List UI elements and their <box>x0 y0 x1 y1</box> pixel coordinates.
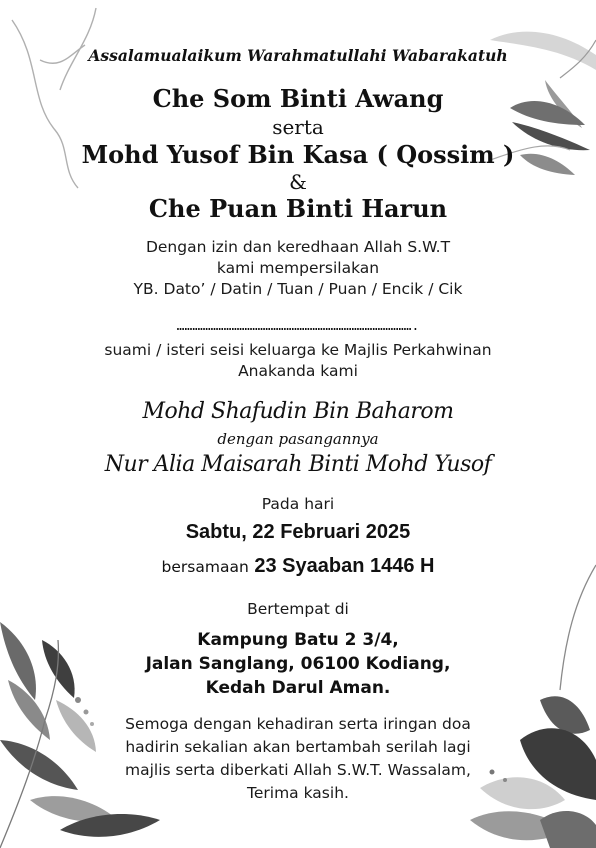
venue-line-1: Kampung Batu 2 3/4, <box>197 630 399 650</box>
venue-line-2: Jalan Sanglang, 06100 Kodiang, <box>145 654 451 674</box>
guest-name-blank: ………………………………………………………………………………. <box>176 319 420 334</box>
bride-name: Nur Alia Maisarah Binti Mohd Yusof <box>104 452 492 477</box>
invitation-titles: YB. Dato’ / Datin / Tuan / Puan / Encik / Cik <box>133 280 463 298</box>
closing-line-1: Semoga dengan kehadiran serta iringan doa <box>125 715 471 733</box>
hijri-date: 23 Syaaban 1446 H <box>254 555 435 577</box>
hijri-date-line <box>0 555 596 578</box>
couple-joiner: dengan pasangannya <box>217 430 379 448</box>
venue-line-3: Kedah Darul Aman. <box>205 678 391 698</box>
groom-name: Mohd Shafudin Bin Baharom <box>142 399 454 424</box>
host-name-3: Che Puan Binti Harun <box>148 194 448 223</box>
invitation-line-4: suami / isteri seisi keluarga ke Majlis Perkahwinan <box>104 341 492 359</box>
venue-label: Bertempat di <box>247 600 349 618</box>
closing-thanks: Terima kasih. <box>247 784 349 802</box>
closing-line-3: majlis serta diberkati Allah S.W.T. Wassalam, <box>125 761 471 779</box>
host-name-2: Mohd Yusof Bin Kasa ( Qossim ) <box>81 140 515 169</box>
invitation-line-5: Anakanda kami <box>238 362 358 380</box>
hijri-prefix: bersamaan <box>161 558 249 576</box>
event-date: Sabtu, 22 Februari 2025 <box>185 521 411 543</box>
host-name-1: Che Som Binti Awang <box>152 84 444 113</box>
greeting: Assalamualaikum Warahmatullahi Wabarakatuh <box>88 46 508 65</box>
closing-line-2: hadirin sekalian akan bertambah serilah lagi <box>125 738 471 756</box>
ampersand-joiner: & <box>289 170 307 194</box>
serta-joiner: serta <box>272 115 324 139</box>
invitation-line-1: Dengan izin dan keredhaan Allah S.W.T <box>145 238 451 256</box>
invitation-line-2: kami mempersilakan <box>216 259 380 277</box>
day-label: Pada hari <box>261 495 335 513</box>
